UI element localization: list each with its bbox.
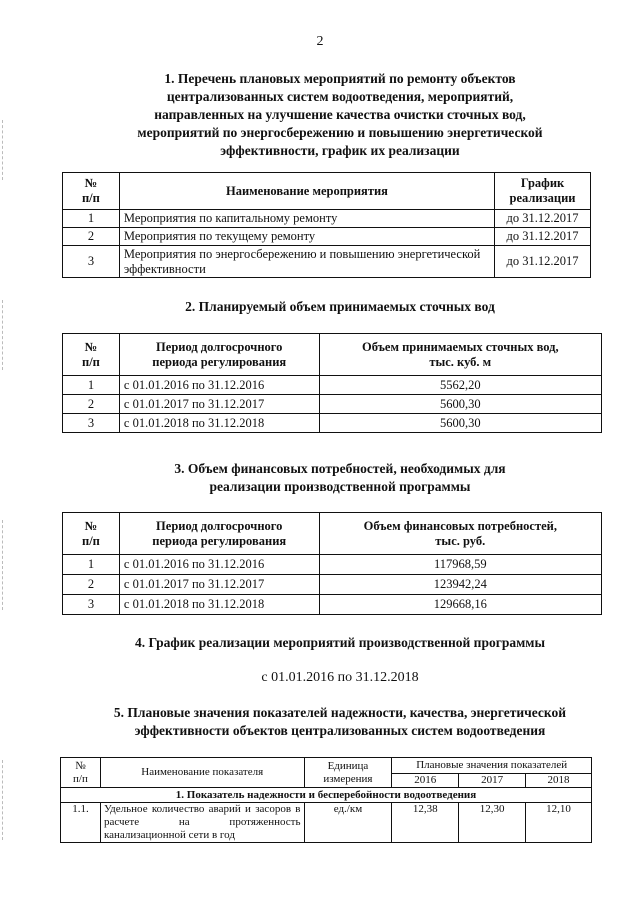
section4-title: 4. График реализации мероприятий производственной программы <box>134 635 546 650</box>
section4-period: с 01.01.2016 по 31.12.2018 <box>261 670 419 685</box>
table-row: 2 Мероприятия по текущему ремонту до 31.12.2017 <box>63 228 591 246</box>
table-row: 2 с 01.01.2017 по 31.12.2017 5600,30 <box>63 395 602 414</box>
section1-title: 1. Перечень плановых мероприятий по ремонту объектов централизованных систем водоотведения, мероприятий, направленных на улучшение качества очистки сточных вод, мероприятий по энергосбережению и повышению энергетической эффективности, график их реализации <box>137 71 543 158</box>
col-header-num: № п/п <box>63 513 120 555</box>
section1-table <box>62 172 591 278</box>
section5-table <box>60 757 592 843</box>
scan-margin-mark <box>2 120 7 180</box>
col-header-num: № п/п <box>61 758 101 788</box>
table-row: 3 с 01.01.2018 по 31.12.2018 5600,30 <box>63 414 602 433</box>
table-row: 1 с 01.01.2016 по 31.12.2016 5562,20 <box>63 376 602 395</box>
col-header-indicator: Наименование показателя <box>100 758 304 788</box>
section3-title: 3. Объем финансовых потребностей, необходимых для реализации производственной программы <box>174 461 506 494</box>
table-row: 1 Мероприятия по капитальному ремонту до 31.12.2017 <box>63 210 591 228</box>
section2-table <box>62 333 602 433</box>
scan-margin-mark <box>2 300 7 370</box>
col-header-volume: Объем принимаемых сточных вод, тыс. куб. м <box>319 334 601 376</box>
col-header-finance: Объем финансовых потребностей, тыс. руб. <box>319 513 601 555</box>
col-header-period: Период долгосрочного периода регулирования <box>119 513 319 555</box>
col-header-period: Период долгосрочного периода регулирования <box>119 334 319 376</box>
table-row: 1 с 01.01.2016 по 31.12.2016 117968,59 <box>63 555 602 575</box>
col-header-year: 2017 <box>459 774 526 788</box>
scan-margin-mark <box>2 520 7 610</box>
col-header-year: 2018 <box>526 774 592 788</box>
col-header-unit: Единица измерения <box>304 758 392 788</box>
table-row: 3 Мероприятия по энергосбережению и повышению энергетической эффективности до 31.12.2017 <box>63 246 591 278</box>
col-header-year: 2016 <box>392 774 459 788</box>
table-row: 2 с 01.01.2017 по 31.12.2017 123942,24 <box>63 575 602 595</box>
col-header-schedule: График реализации <box>495 173 591 210</box>
scan-margin-mark <box>2 760 7 840</box>
col-header-num: № п/п <box>63 173 120 210</box>
col-header-plan-values: Плановые значения показателей <box>392 758 592 774</box>
section3-table <box>62 512 602 615</box>
page-number: 2 <box>316 34 324 49</box>
section2-title: 2. Планируемый объем принимаемых сточных вод <box>185 299 495 314</box>
col-header-name: Наименование мероприятия <box>119 173 494 210</box>
col-header-num: № п/п <box>63 334 120 376</box>
subsection-heading: 1. Показатель надежности и бесперебойности водоотведения <box>61 788 592 803</box>
section5-title: 5. Плановые значения показателей надежности, качества, энергетической эффективности объектов централизованных систем водоотведения <box>113 705 567 738</box>
table-row: 3 с 01.01.2018 по 31.12.2018 129668,16 <box>63 595 602 615</box>
table-row: 1.1. Удельное количество аварий и засоров в расчете на протяженность канализационной сети в год ед./км 12,38 12,30 12,10 <box>61 803 592 843</box>
